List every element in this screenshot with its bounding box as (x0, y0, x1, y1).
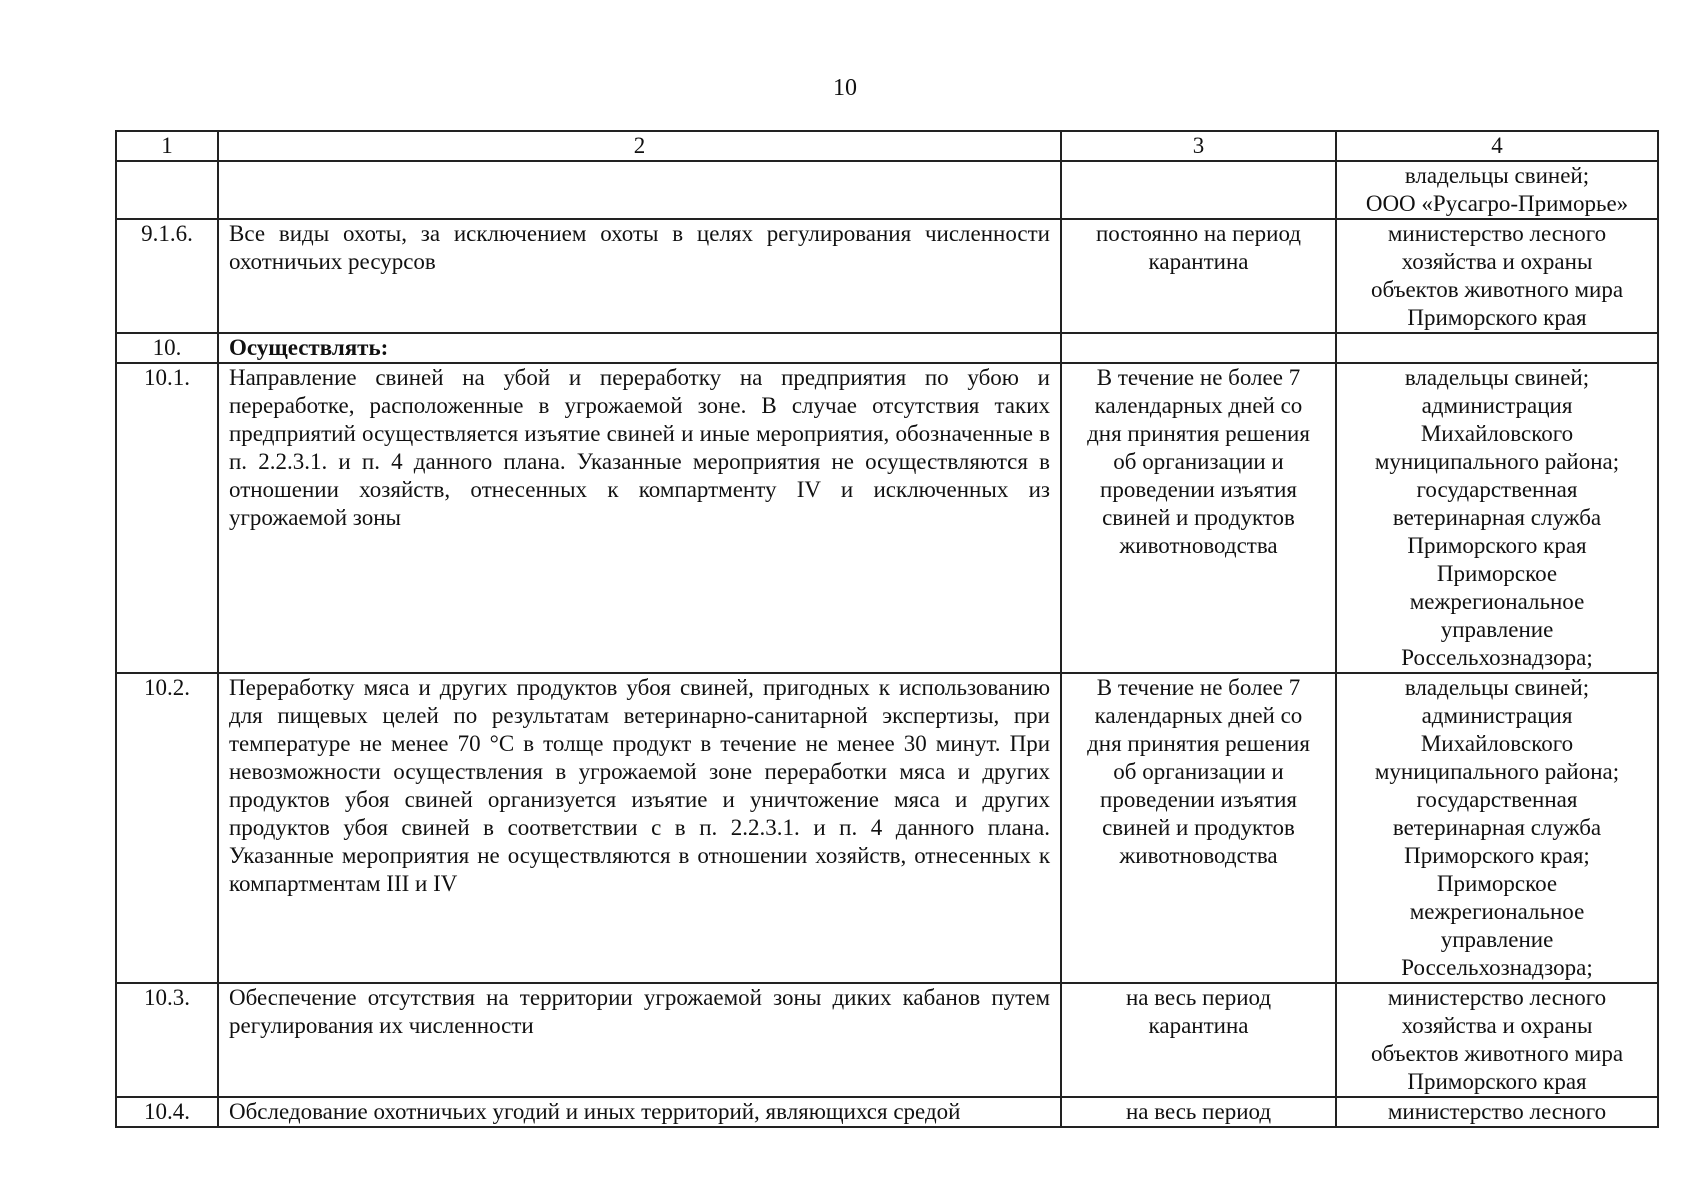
section-heading: Осуществлять: (218, 333, 1061, 363)
item-number: 10. (116, 333, 218, 363)
term-text (1061, 161, 1336, 219)
responsible-text: министерство лесного хозяйства и охраны объектов животного мира Приморского края (1336, 983, 1658, 1097)
table-row (116, 363, 1658, 673)
responsible-text: владельцы свиней; ООО «Русагро-Приморье» (1336, 161, 1658, 219)
measure-text: Все виды охоты, за исключением охоты в целях регулирования численности охотничьих ресурсов (218, 219, 1061, 333)
term-text: постоянно на период карантина (1061, 219, 1336, 333)
item-number: 9.1.6. (116, 219, 218, 333)
measure-text: Обеспечение отсутствия на территории угрожаемой зоны диких кабанов путем регулирования их численности (218, 983, 1061, 1097)
item-number: 10.3. (116, 983, 218, 1097)
term-text: на весь период (1061, 1097, 1336, 1127)
term-text (1061, 333, 1336, 363)
measures-table (115, 130, 1659, 1128)
item-number: 10.2. (116, 673, 218, 983)
measure-text: Обследование охотничьих угодий и иных территорий, являющихся средой (218, 1097, 1061, 1127)
table-row (116, 673, 1658, 983)
responsible-text (1336, 333, 1658, 363)
column-header-4: 4 (1336, 131, 1658, 161)
responsible-text: министерство лесного хозяйства и охраны объектов животного мира Приморского края (1336, 219, 1658, 333)
measure-text: Направление свиней на убой и переработку на предприятия по убою и переработке, расположенные в угрожаемой зоне. В случае отсутствия таких предприятий осуществляется изъятие свиней и иные мероприятия, обозначенные в п. 2.2.3.1. и п. 4 данного плана. Указанные мероприятия не осуществляются в отношении хозяйств, отнесенных к компартменту IV и исключенных из угрожаемой зоны (218, 363, 1061, 673)
column-header-3: 3 (1061, 131, 1336, 161)
item-number: 10.1. (116, 363, 218, 673)
table-row (116, 219, 1658, 333)
table-row (116, 1097, 1658, 1127)
table-row (116, 161, 1658, 219)
item-number (116, 161, 218, 219)
responsible-text: владельцы свиней; администрация Михайловского муниципального района; государственная ветеринарная служба Приморского края; Приморское межрегиональное управление Россельхознадзора; (1336, 673, 1658, 983)
column-header-2: 2 (218, 131, 1061, 161)
measure-text (218, 161, 1061, 219)
page-number: 10 (833, 75, 857, 101)
term-text: В течение не более 7 календарных дней со дня принятия решения об организации и проведении изъятия свиней и продуктов животноводства (1061, 363, 1336, 673)
column-header-1: 1 (116, 131, 218, 161)
table-row (116, 983, 1658, 1097)
item-number: 10.4. (116, 1097, 218, 1127)
column-number-row (116, 131, 1658, 161)
term-text: В течение не более 7 календарных дней со дня принятия решения об организации и проведении изъятия свиней и продуктов животноводства (1061, 673, 1336, 983)
section-row (116, 333, 1658, 363)
responsible-text: министерство лесного (1336, 1097, 1658, 1127)
measure-text: Переработку мяса и других продуктов убоя свиней, пригодных к использованию для пищевых целей по результатам ветеринарно-санитарной экспертизы, при температуре не менее 70 °С в толще продукт в течение не менее 30 минут. При невозможности осуществления в угрожаемой зоне переработки мяса и других продуктов убоя свиней организуется изъятие и уничтожение мяса и других продуктов убоя свиней в соответствии с в п. 2.2.3.1. и п. 4 данного плана. Указанные мероприятия не осуществляются в отношении хозяйств, отнесенных к компартментам III и IV (218, 673, 1061, 983)
responsible-text: владельцы свиней; администрация Михайловского муниципального района; государственная ветеринарная служба Приморского края Приморское межрегиональное управление Россельхознадзора; (1336, 363, 1658, 673)
term-text: на весь период карантина (1061, 983, 1336, 1097)
